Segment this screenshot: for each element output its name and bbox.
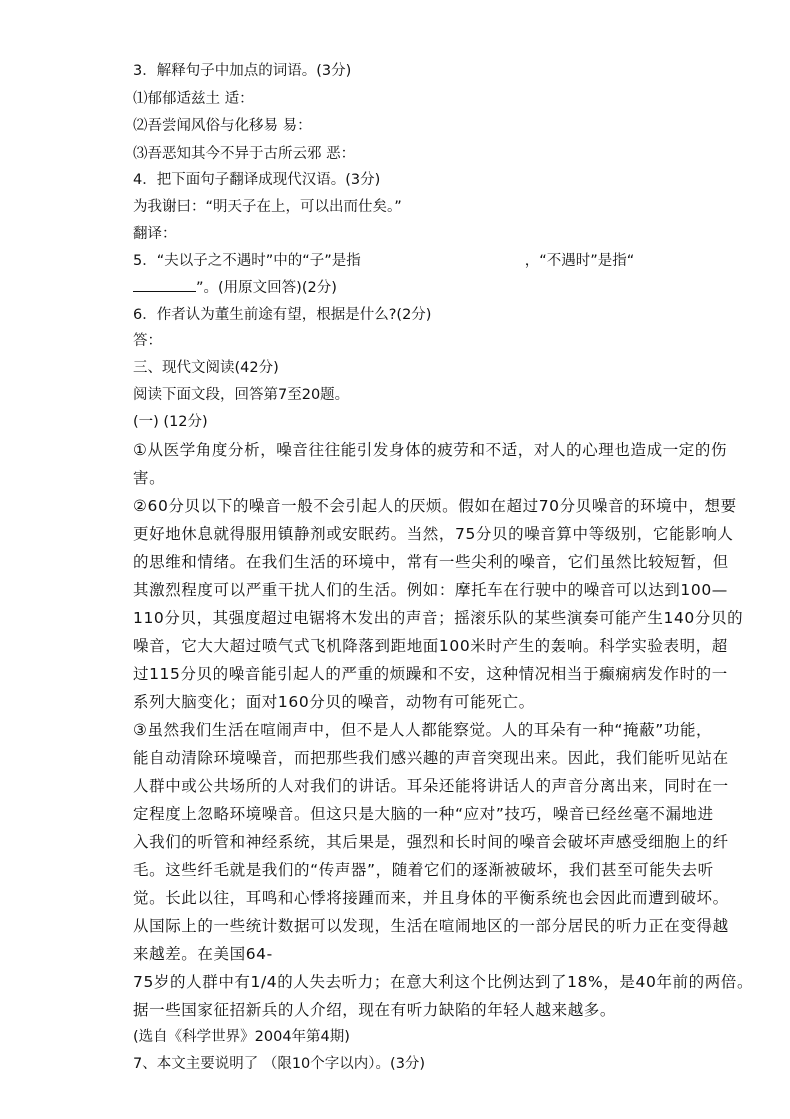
paragraph-2-line: 110分贝，其强度超过电锯将木发出的声音；摇滚乐队的某些演奏可能产生140分贝的: [133, 609, 744, 627]
question-3-heading: 3．解释句子中加点的词语。(3分): [133, 63, 352, 79]
paragraph-2-line: 更好地休息就得服用镇静剂或安眠药。当然，75分贝的噪音算中等级别，它能影响人: [133, 525, 734, 543]
question-6-heading: 6．作者认为董生前途有望，根据是什么?(2分): [133, 307, 432, 323]
paragraph-2-line: ②60分贝以下的噪音一般不会引起人的厌烦。假如在超过70分贝噪音的环境中，想要: [133, 497, 737, 515]
paragraph-2-line: 噪音，它大大超过喷气式飞机降落到距地面100米时产生的轰响。科学实验表明，超: [133, 637, 728, 655]
paragraph-2-line: 其激烈程度可以严重干扰人们的生活。例如：摩托车在行驶中的噪音可以达到100—: [133, 581, 728, 599]
paragraph-2-line: 的思维和情绪。在我们生活的环境中，常有一些尖利的噪音，它们虽然比较短暂，但: [133, 553, 729, 571]
question-5-line-1: [133, 251, 634, 271]
paragraph-3-line: 来越差。在美国64-: [133, 945, 273, 963]
paragraph-1-line: ①从医学角度分析，噪音往往能引发身体的疲劳和不适，对人的心理也造成一定的伤: [133, 441, 728, 459]
paragraph-1-line: 害。: [133, 469, 166, 487]
paragraph-3-line: 入我们的听管和神经系统，其后果是，强烈和长时间的噪音会破坏声感受细胞上的纤: [133, 833, 729, 851]
reading-instruction: 阅读下面文段，回答第7至20题。: [133, 387, 350, 403]
answer-blank-2: [133, 278, 196, 292]
question-7-heading: 7、本文主要说明了 （限10个字以内）。(3分): [133, 1056, 426, 1072]
question-3-item-3: ⑶吾恶知其今不异于古所云邪 恶：: [133, 146, 356, 162]
part-1-heading: (一) (12分): [133, 414, 208, 430]
paragraph-3-line: 觉。长此以往，耳鸣和心悸将接踵而来，并且身体的平衡系统也会因此而遭到破坏。: [133, 889, 729, 907]
paragraph-2-line: 系列大脑变化；面对160分贝的噪音，动物有可能死亡。: [133, 693, 535, 711]
question-3-item-2: ⑵吾尝闻风俗与化移易 易：: [133, 118, 312, 134]
paragraph-3-line: 从国际上的一些统计数据可以发现，生活在喧闹地区的一部分居民的听力正在变得越: [133, 917, 729, 935]
question-5-part-c: ”。(用原文回答)(2分): [196, 280, 337, 296]
answer-label: 答：: [133, 333, 162, 349]
question-4-heading: 4．把下面句子翻译成现代汉语。(3分): [133, 172, 381, 188]
question-5-part-b: ，“不遇时”是指“: [524, 253, 635, 269]
paragraph-3-line: ③虽然我们生活在喧闹声中，但不是人人都能察觉。人的耳朵有一种“掩蔽”功能，: [133, 721, 713, 739]
paragraph-3-line: 人群中或公共场所的人对我们的讲话。耳朵还能将讲话人的声音分离出来，同时在一: [133, 777, 729, 795]
paragraph-3-line: 能自动清除环境噪音，而把那些我们感兴趣的声音突现出来。因此，我们能听见站在: [133, 749, 729, 767]
question-4-sentence: 为我谢曰：“明天子在上，可以出而仕矣。”: [133, 199, 402, 215]
section-3-heading: 三、现代文阅读(42分): [133, 360, 279, 376]
paragraph-3-line: 定程度上忽略环境噪音。但这只是大脑的一种“应对”技巧，噪音已经丝毫不漏地进: [133, 805, 714, 823]
translation-label: 翻译：: [133, 226, 177, 242]
question-5-line-2: [133, 278, 337, 298]
paragraph-3-line: 75岁的人群中有1/4的人失去听力；在意大利这个比例达到了18%，是40年前的两倍。: [133, 973, 754, 991]
question-3-item-1: ⑴郁郁适兹土 适：: [133, 91, 254, 107]
paragraph-3-line: 据一些国家征招新兵的人介绍，现在有听力缺陷的年轻人越来越多。: [133, 1001, 617, 1019]
question-5-part-a: 5．“夫以子之不遇时”中的“子”是指: [133, 253, 361, 269]
paragraph-3-line: 毛。这些纤毛就是我们的“传声器”，随着它们的逐渐被破坏，我们甚至可能失去听: [133, 861, 714, 879]
paragraph-2-line: 过115分贝的噪音能引起人的严重的烦躁和不安，这种情况相当于癫痫病发作时的一: [133, 665, 728, 683]
source-citation: (选自《科学世界》2004年第4期): [133, 1029, 350, 1045]
